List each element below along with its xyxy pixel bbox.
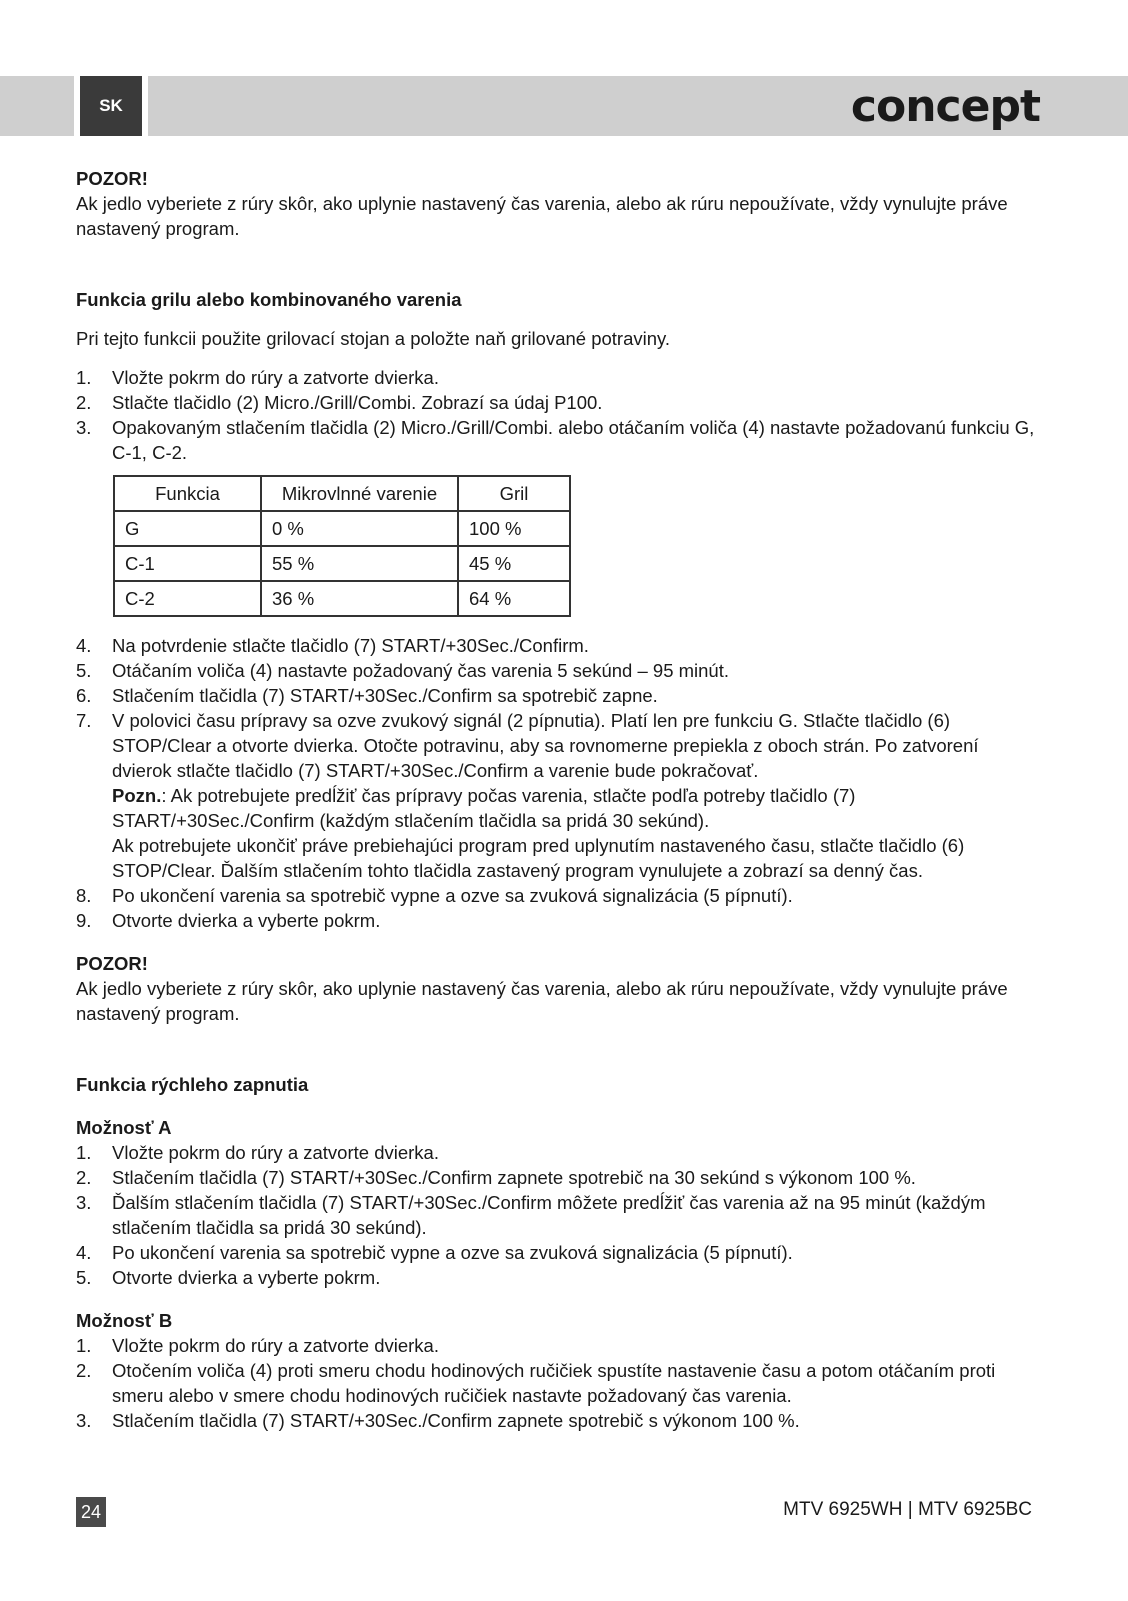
list-item: 2. Stlačte tlačidlo (2) Micro./Grill/Combi. Zobrazí sa údaj P100. bbox=[76, 392, 603, 413]
note-text: : Ak potrebujete predĺžiť čas prípravy počas varenia, stlačte podľa potreby tlačidlo (7) START/+30Sec./Confirm (každým stlačením tlačidla sa pridá 30 sekúnd). bbox=[112, 785, 856, 831]
brand-logo: concept bbox=[850, 80, 1040, 132]
list-item: 5. Otvorte dvierka a vyberte pokrm. bbox=[76, 1267, 381, 1288]
list-item: 4. Na potvrdenie stlačte tlačidlo (7) START/+30Sec./Confirm. bbox=[76, 635, 589, 656]
table-cell: 0 % bbox=[261, 511, 458, 546]
table-cell: G bbox=[114, 511, 261, 546]
step-note: Ak potrebujete ukončiť práve prebiehajúci program pred uplynutím nastaveného času, stlačte tlačidlo (6) STOP/Clear. Ďalším stlačením tohto tlačidla zastavený program vynulujete a zobrazí sa denný čas. bbox=[112, 835, 965, 881]
list-item: 1. Vložte pokrm do rúry a zatvorte dvierka. bbox=[76, 1335, 439, 1356]
note-label: Pozn. bbox=[112, 785, 162, 806]
table-header-row bbox=[114, 476, 570, 511]
table-cell: 100 % bbox=[458, 511, 570, 546]
warning-text: Ak jedlo vyberiete z rúry skôr, ako uplynie nastavený čas varenia, alebo ak rúru nepoužívate, vždy vynulujte práve nastavený program. bbox=[76, 978, 1008, 1024]
function-table bbox=[113, 475, 571, 617]
subsection-title: Možnosť B bbox=[76, 1310, 173, 1331]
list-item: 8. Po ukončení varenia sa spotrebič vypne a ozve sa zvuková signalizácia (5 pípnutí). bbox=[76, 885, 793, 906]
list-item: 9. Otvorte dvierka a vyberte pokrm. bbox=[76, 910, 381, 931]
list-item: 7. V polovici času prípravy sa ozve zvukový signál (2 pípnutia). Platí len pre funkciu G. Stlačte tlačidlo (6) STOP/Clear a otvorte dvierka. Otočte potravinu, aby sa rovnomerne prepiekla z oboch strán. Po zatvorení dvierok stlačte tlačidlo (7) START/+30Sec./Confirm a varenie bude pokračovať. Pozn.: Ak potrebujete predĺžiť čas prípravy počas varenia, stlačte podľa potreby tlačidlo (7) START/+30Sec./Confirm (každým stlačením tlačidla sa pridá 30 sekúnd). Ak potrebujete ukončiť práve prebiehajúci program pred uplynutím nastaveného času, stlačte tlačidlo (6) STOP/Clear. Ďalším stlačením tohto tlačidla zastavený program vynulujete a zobrazí sa denný čas. bbox=[76, 708, 1036, 883]
table-cell: C-1 bbox=[114, 546, 261, 581]
table-cell: 36 % bbox=[261, 581, 458, 616]
subsection-title: Možnosť A bbox=[76, 1117, 172, 1138]
table-header: Mikrovlnné varenie bbox=[261, 476, 458, 511]
list-item: 1. Vložte pokrm do rúry a zatvorte dvierka. bbox=[76, 1142, 439, 1163]
steps-list bbox=[76, 365, 1036, 465]
page-content bbox=[76, 166, 1036, 1433]
list-item: 5. Otáčaním voliča (4) nastavte požadovaný čas varenia 5 sekúnd – 95 minút. bbox=[76, 660, 730, 681]
table-cell: 45 % bbox=[458, 546, 570, 581]
table-cell: C-2 bbox=[114, 581, 261, 616]
warning-title: POZOR! bbox=[76, 953, 148, 974]
table-cell: 64 % bbox=[458, 581, 570, 616]
table-row bbox=[114, 546, 570, 581]
table-header: Gril bbox=[458, 476, 570, 511]
section-intro: Pri tejto funkcii použite grilovací stojan a položte naň grilované potraviny. bbox=[76, 328, 671, 349]
header-divider bbox=[142, 76, 148, 136]
table-row bbox=[114, 511, 570, 546]
list-item: 3. Stlačením tlačidla (7) START/+30Sec./Confirm zapnete spotrebič s výkonom 100 %. bbox=[76, 1410, 800, 1431]
warning-title: POZOR! bbox=[76, 168, 148, 189]
page-number: 24 bbox=[76, 1497, 106, 1527]
list-item: 4. Po ukončení varenia sa spotrebič vypne a ozve sa zvuková signalizácia (5 pípnutí). bbox=[76, 1242, 793, 1263]
section-title: Funkcia grilu alebo kombinovaného varenia bbox=[76, 289, 462, 310]
table-cell: 55 % bbox=[261, 546, 458, 581]
step-note bbox=[112, 783, 1036, 833]
list-item: 3. Ďalším stlačením tlačidla (7) START/+30Sec./Confirm môžete predĺžiť čas varenia až na 95 minút (každým stlačením tlačidla sa pridá 30 sekúnd). bbox=[76, 1192, 986, 1238]
warning-text: Ak jedlo vyberiete z rúry skôr, ako uplynie nastavený čas varenia, alebo ak rúru nepoužívate, vždy vynulujte práve nastavený program. bbox=[76, 193, 1008, 239]
steps-list bbox=[76, 633, 1036, 933]
steps-list bbox=[76, 1140, 1036, 1290]
table-row bbox=[114, 581, 570, 616]
list-item: 1. Vložte pokrm do rúry a zatvorte dvierka. bbox=[76, 367, 439, 388]
list-item: 2. Stlačením tlačidla (7) START/+30Sec./Confirm zapnete spotrebič na 30 sekúnd s výkonom 100 %. bbox=[76, 1167, 916, 1188]
table-header: Funkcia bbox=[114, 476, 261, 511]
steps-list bbox=[76, 1333, 1036, 1433]
language-tab: SK bbox=[80, 76, 142, 136]
list-item: 6. Stlačením tlačidla (7) START/+30Sec./Confirm sa spotrebič zapne. bbox=[76, 685, 658, 706]
model-label: MTV 6925WH | MTV 6925BC bbox=[783, 1499, 1032, 1520]
section-title: Funkcia rýchleho zapnutia bbox=[76, 1074, 309, 1095]
list-item: 2. Otočením voliča (4) proti smeru chodu hodinových ručičiek spustíte nastavenie času a potom otáčaním proti smeru alebo v smere chodu hodinových ručičiek nastavte požadovaný čas varenia. bbox=[76, 1360, 996, 1406]
list-item: 3. Opakovaným stlačením tlačidla (2) Micro./Grill/Combi. alebo otáčaním voliča (4) nastavte požadovanú funkciu G, C-1, C-2. bbox=[76, 417, 1035, 463]
step-text: V polovici času prípravy sa ozve zvukový signál (2 pípnutia). Platí len pre funkciu G. Stlačte tlačidlo (6) STOP/Clear a otvorte dvierka. Otočte potravinu, aby sa rovnomerne prepiekla z oboch strán. Po zatvorení dvierok stlačte tlačidlo (7) START/+30Sec./Confirm a varenie bude pokračovať. bbox=[112, 710, 979, 781]
